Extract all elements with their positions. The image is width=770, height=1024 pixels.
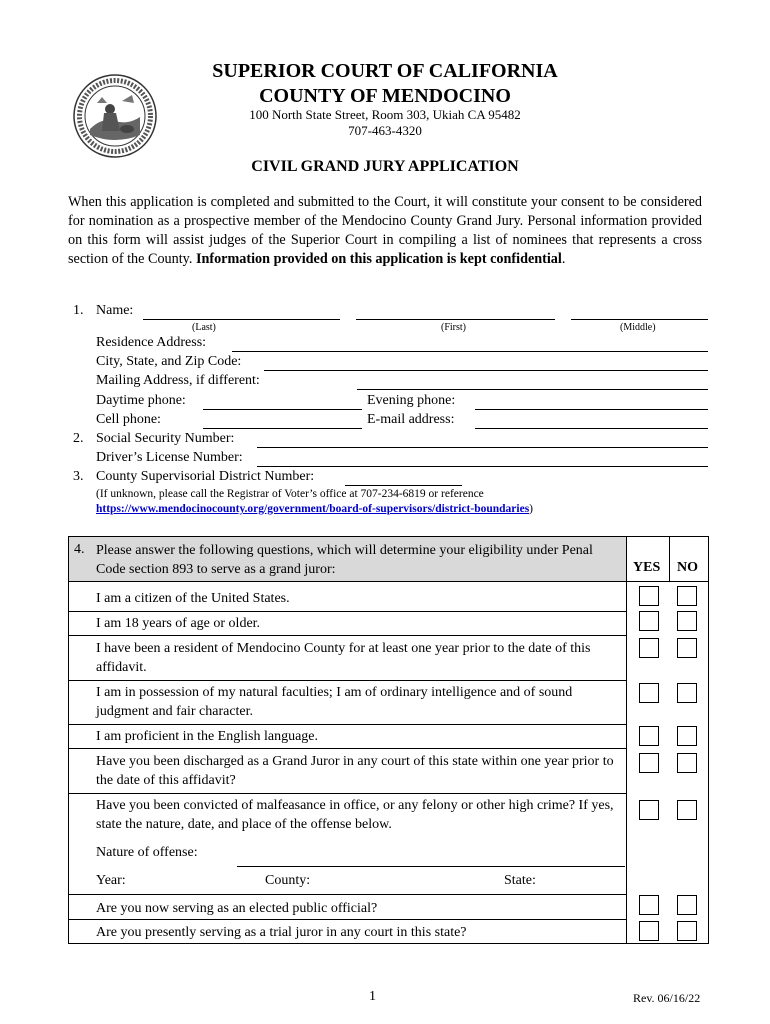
no-checkbox-discharged[interactable] bbox=[677, 753, 697, 773]
yes-checkbox-faculties[interactable] bbox=[639, 683, 659, 703]
yes-checkbox-discharged[interactable] bbox=[639, 753, 659, 773]
intro-paragraph bbox=[68, 193, 702, 269]
residence-label: Residence Address: bbox=[96, 335, 207, 350]
offense-label: Nature of offense: bbox=[96, 845, 198, 860]
no-checkbox-official[interactable] bbox=[677, 895, 697, 915]
no-header: NO bbox=[677, 560, 698, 575]
evening-label: Evening phone: bbox=[367, 393, 456, 408]
court-name: SUPERIOR COURT OF CALIFORNIA bbox=[212, 60, 558, 82]
row-divider bbox=[69, 894, 626, 895]
daytime-field[interactable] bbox=[203, 409, 362, 410]
page-number: 1 bbox=[369, 989, 376, 1004]
yes-checkbox-convicted[interactable] bbox=[639, 800, 659, 820]
yes-checkbox-trial-juror[interactable] bbox=[639, 921, 659, 941]
first-caption: (First) bbox=[441, 322, 466, 333]
row-divider bbox=[69, 635, 626, 636]
item-number-4: 4. bbox=[74, 542, 85, 557]
offense-field[interactable] bbox=[237, 866, 625, 867]
court-phone: 707-463-4320 bbox=[348, 123, 422, 138]
row-divider bbox=[69, 793, 626, 794]
yes-header: YES bbox=[633, 560, 661, 575]
no-checkbox-trial-juror[interactable] bbox=[677, 921, 697, 941]
no-checkbox-english[interactable] bbox=[677, 726, 697, 746]
question-age: I am 18 years of age or older. bbox=[96, 616, 261, 631]
ssn-label: Social Security Number: bbox=[96, 431, 235, 446]
name-label: Name: bbox=[96, 303, 134, 318]
first-name-field[interactable] bbox=[356, 319, 555, 320]
last-caption: (Last) bbox=[192, 322, 216, 333]
item-number-3: 3. bbox=[73, 469, 84, 484]
county-label: County: bbox=[265, 873, 311, 888]
question-convicted: Have you been convicted of malfeasance in office, or any felony or other high crime? If yes, state the nature, date, and place of the offense below. bbox=[96, 798, 614, 832]
row-divider bbox=[69, 680, 626, 681]
city-field[interactable] bbox=[264, 370, 708, 371]
yes-checkbox-citizen[interactable] bbox=[639, 586, 659, 606]
district-note: (If unknown, please call the Registrar of Voter’s office at 707-234-6819 or reference bbox=[96, 488, 484, 500]
eligibility-table bbox=[68, 536, 709, 944]
district-link-line bbox=[96, 503, 533, 515]
row-divider bbox=[69, 724, 626, 725]
last-name-field[interactable] bbox=[143, 319, 340, 320]
daytime-label: Daytime phone: bbox=[96, 393, 186, 408]
yes-checkbox-age[interactable] bbox=[639, 611, 659, 631]
district-boundaries-link[interactable]: https://www.mendocinocounty.org/government/board-of-supervisors/district-boundaries bbox=[96, 503, 530, 515]
evening-field[interactable] bbox=[475, 409, 708, 410]
intro-confidential: Information provided on this application is kept confidential bbox=[195, 251, 562, 267]
eligibility-header bbox=[69, 537, 626, 582]
no-checkbox-convicted[interactable] bbox=[677, 800, 697, 820]
item-number-1: 1. bbox=[73, 303, 84, 318]
district-label: County Supervisorial District Number: bbox=[96, 469, 315, 484]
intro-text: When this application is completed and submitted to the Court, it will constitute your consent to be considered for nomination as a prospective member of the Mendocino County Grand Jury. Personal information provided on this form will assist judges of the Superior Court in compiling a list of nominees that represents a cross section of the County. bbox=[68, 194, 702, 267]
county-name: COUNTY OF MENDOCINO bbox=[259, 85, 511, 107]
no-checkbox-age[interactable] bbox=[677, 611, 697, 631]
form-title: CIVIL GRAND JURY APPLICATION bbox=[251, 158, 519, 175]
court-address: 100 North State Street, Room 303, Ukiah CA 95482 bbox=[249, 107, 521, 122]
email-label: E-mail address: bbox=[367, 412, 455, 427]
yes-checkbox-official[interactable] bbox=[639, 895, 659, 915]
eligibility-prompt: Please answer the following questions, which will determine your eligibility under Penal Code section 893 to serve as a grand juror: bbox=[96, 543, 593, 577]
residence-field[interactable] bbox=[232, 351, 708, 352]
mailing-field[interactable] bbox=[357, 389, 708, 390]
city-label: City, State, and Zip Code: bbox=[96, 354, 242, 369]
question-resident: I have been a resident of Mendocino County for at least one year prior to the date of this affidavit. bbox=[96, 641, 591, 675]
question-faculties: I am in possession of my natural faculties; I am of ordinary intelligence and of sound judgment and fair character. bbox=[96, 685, 573, 719]
column-divider bbox=[626, 537, 627, 943]
yes-checkbox-english[interactable] bbox=[639, 726, 659, 746]
district-link-end: ) bbox=[529, 503, 534, 515]
middle-name-field[interactable] bbox=[571, 319, 708, 320]
mailing-label: Mailing Address, if different: bbox=[96, 373, 260, 388]
license-field[interactable] bbox=[257, 466, 708, 467]
row-divider bbox=[69, 919, 626, 920]
question-citizen: I am a citizen of the United States. bbox=[96, 591, 290, 606]
middle-caption: (Middle) bbox=[620, 322, 656, 333]
cell-field[interactable] bbox=[203, 428, 362, 429]
state-label: State: bbox=[504, 873, 536, 888]
email-field[interactable] bbox=[475, 428, 708, 429]
row-divider bbox=[69, 748, 626, 749]
item-number-2: 2. bbox=[73, 431, 84, 446]
yes-checkbox-resident[interactable] bbox=[639, 638, 659, 658]
row-divider bbox=[69, 611, 626, 612]
question-discharged: Have you been discharged as a Grand Juror in any court of this state within one year prior to the date of this affidavit? bbox=[96, 754, 614, 788]
revision-date: Rev. 06/16/22 bbox=[633, 991, 701, 1005]
district-field[interactable] bbox=[345, 485, 462, 486]
question-english: I am proficient in the English language. bbox=[96, 729, 318, 744]
question-trial-juror: Are you presently serving as a trial juror in any court in this state? bbox=[96, 925, 467, 940]
question-official: Are you now serving as an elected public official? bbox=[96, 901, 378, 916]
ssn-field[interactable] bbox=[257, 447, 708, 448]
license-label: Driver’s License Number: bbox=[96, 450, 243, 465]
cell-label: Cell phone: bbox=[96, 412, 161, 427]
intro-end: . bbox=[561, 251, 566, 267]
no-checkbox-faculties[interactable] bbox=[677, 683, 697, 703]
no-checkbox-citizen[interactable] bbox=[677, 586, 697, 606]
year-label: Year: bbox=[96, 873, 126, 888]
no-checkbox-resident[interactable] bbox=[677, 638, 697, 658]
